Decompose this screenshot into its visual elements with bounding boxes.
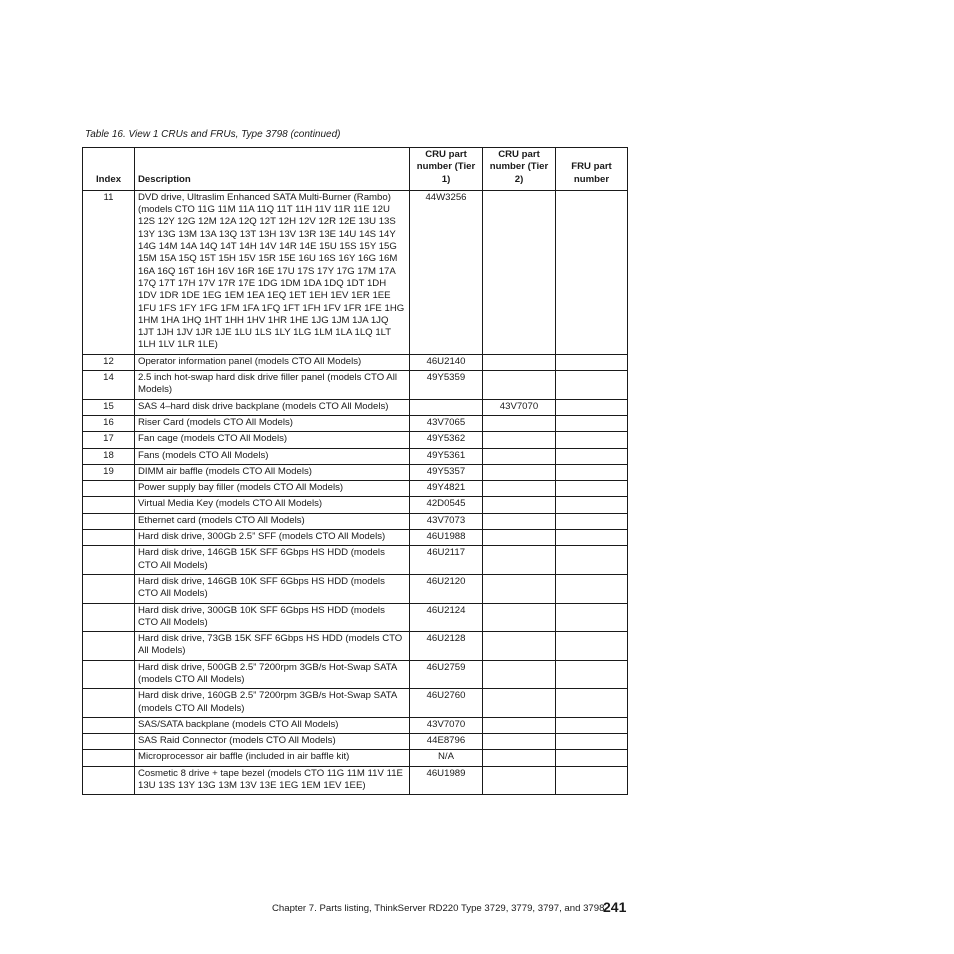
- cell-cru-tier1: 46U2760: [410, 689, 483, 718]
- cell-description: SAS Raid Connector (models CTO All Models): [135, 734, 410, 750]
- cell-cru-tier2: [483, 660, 556, 689]
- cell-cru-tier2: [483, 530, 556, 546]
- cell-fru: [556, 354, 628, 370]
- cell-fru: [556, 734, 628, 750]
- chapter-footer: Chapter 7. Parts listing, ThinkServer RD220 Type 3729, 3779, 3797, and 3798: [272, 903, 605, 914]
- table-row: [83, 530, 628, 546]
- cell-fru: [556, 432, 628, 448]
- cell-description: SAS/SATA backplane (models CTO All Models): [135, 717, 410, 733]
- cell-cru-tier1: 46U2124: [410, 603, 483, 632]
- cell-fru: [556, 632, 628, 661]
- cell-cru-tier1: 49Y5359: [410, 371, 483, 400]
- cell-cru-tier2: [483, 513, 556, 529]
- cell-cru-tier2: [483, 432, 556, 448]
- cell-cru-tier2: [483, 371, 556, 400]
- header-cru-tier1: CRU part number (Tier 1): [410, 148, 483, 191]
- cell-fru: [556, 574, 628, 603]
- cell-description: Fan cage (models CTO All Models): [135, 432, 410, 448]
- cell-cru-tier2: [483, 734, 556, 750]
- cell-index: 15: [83, 399, 135, 415]
- cell-cru-tier1: 49Y5361: [410, 448, 483, 464]
- cell-description: Microprocessor air baffle (included in air baffle kit): [135, 750, 410, 766]
- table-row: [83, 399, 628, 415]
- cell-description: Power supply bay filler (models CTO All Models): [135, 481, 410, 497]
- cell-fru: [556, 660, 628, 689]
- header-index: Index: [83, 148, 135, 191]
- cell-cru-tier2: [483, 603, 556, 632]
- cell-fru: [556, 689, 628, 718]
- cell-description: Hard disk drive, 300GB 10K SFF 6Gbps HS HDD (models CTO All Models): [135, 603, 410, 632]
- cell-fru: [556, 371, 628, 400]
- table-row: [83, 513, 628, 529]
- cell-cru-tier1: 43V7073: [410, 513, 483, 529]
- cell-index: 19: [83, 464, 135, 480]
- cell-cru-tier1: 46U2140: [410, 354, 483, 370]
- cell-cru-tier1: 49Y5357: [410, 464, 483, 480]
- table-row: [83, 734, 628, 750]
- cell-cru-tier1: 43V7070: [410, 717, 483, 733]
- cell-cru-tier1: 46U2117: [410, 546, 483, 575]
- cell-cru-tier1: 49Y5362: [410, 432, 483, 448]
- cell-cru-tier2: [483, 481, 556, 497]
- cell-description: DIMM air baffle (models CTO All Models): [135, 464, 410, 480]
- cell-description: 2.5 inch hot-swap hard disk drive filler panel (models CTO All Models): [135, 371, 410, 400]
- table-row: [83, 574, 628, 603]
- cell-fru: [556, 546, 628, 575]
- cell-fru: [556, 766, 628, 795]
- table-caption: Table 16. View 1 CRUs and FRUs, Type 3798 (continued): [85, 129, 341, 140]
- table-row: [83, 448, 628, 464]
- cell-index: [83, 574, 135, 603]
- cell-cru-tier1: 46U2759: [410, 660, 483, 689]
- cell-cru-tier2: [483, 354, 556, 370]
- table-row: [83, 632, 628, 661]
- cell-description: Virtual Media Key (models CTO All Models): [135, 497, 410, 513]
- page-number: 241: [603, 899, 627, 915]
- cell-cru-tier1: 44E8796: [410, 734, 483, 750]
- cell-description: DVD drive, Ultraslim Enhanced SATA Multi-Burner (Rambo) (models CTO 11G 11M 11A 11Q 11T 11H 11V 11R 11E 12U 12S 12Y 12G 12M 12A 12Q 12T 12H 12V 12R 12E 13U 13S 13Y 13G 13M 13A 13Q 13T 13H 13V 13R 13E 14U 14S 14Y 14G 14M 14A 14Q 14T 14H 14V 14R 14E 15U 15S 15Y 15G 15M 15A 15Q 15T 15H 15V 15R 15E 16U 16S 16Y 16G 16M 16A 16Q 16T 16H 16V 16R 16E 17U 17S 17Y 17G 17M 17A 17Q 17T 17H 17V 17R 17E 1DG 1DM 1DA 1DQ 1DT 1DH 1DV 1DR 1DE 1EG 1EM 1EA 1EQ 1ET 1EH 1EV 1ER 1EE 1FU 1FS 1FY 1FG 1FM 1FA 1FQ 1FT 1FH 1FV 1FR 1FE 1HG 1HM 1HA 1HQ 1HT 1HH 1HV 1HR 1HE 1JG 1JM 1JA 1JQ 1JT 1JH 1JV 1JR 1JE 1LU 1LS 1LY 1LG 1LM 1LA 1LQ 1LT 1LH 1LV 1LR 1LE): [135, 190, 410, 354]
- cell-cru-tier2: 43V7070: [483, 399, 556, 415]
- cell-fru: [556, 448, 628, 464]
- cell-index: [83, 530, 135, 546]
- table-row: [83, 497, 628, 513]
- cell-cru-tier2: [483, 750, 556, 766]
- cell-cru-tier1: 44W3256: [410, 190, 483, 354]
- cell-cru-tier1: 49Y4821: [410, 481, 483, 497]
- cell-description: SAS 4–hard disk drive backplane (models CTO All Models): [135, 399, 410, 415]
- table-row: [83, 750, 628, 766]
- cell-index: 18: [83, 448, 135, 464]
- cell-index: [83, 717, 135, 733]
- table-row: [83, 415, 628, 431]
- cell-description: Cosmetic 8 drive + tape bezel (models CTO 11G 11M 11V 11E 13U 13S 13Y 13G 13M 13V 13E 1EG 1EM 1EV 1EE): [135, 766, 410, 795]
- cell-description: Operator information panel (models CTO All Models): [135, 354, 410, 370]
- table-row: [83, 660, 628, 689]
- cell-cru-tier2: [483, 464, 556, 480]
- cell-index: [83, 750, 135, 766]
- header-fru: FRU part number: [556, 148, 628, 191]
- cell-index: [83, 497, 135, 513]
- table-row: [83, 717, 628, 733]
- cell-description: Hard disk drive, 500GB 2.5” 7200rpm 3GB/s Hot-Swap SATA (models CTO All Models): [135, 660, 410, 689]
- table-row: [83, 481, 628, 497]
- cell-fru: [556, 481, 628, 497]
- cell-cru-tier1: 43V7065: [410, 415, 483, 431]
- cell-index: 16: [83, 415, 135, 431]
- cell-index: 17: [83, 432, 135, 448]
- cell-description: Hard disk drive, 146GB 15K SFF 6Gbps HS HDD (models CTO All Models): [135, 546, 410, 575]
- cell-cru-tier1: 46U1989: [410, 766, 483, 795]
- cell-cru-tier1: N/A: [410, 750, 483, 766]
- cell-cru-tier2: [483, 190, 556, 354]
- cell-cru-tier2: [483, 497, 556, 513]
- cell-fru: [556, 717, 628, 733]
- table-header-row: [83, 148, 628, 191]
- cell-cru-tier2: [483, 546, 556, 575]
- cell-index: [83, 513, 135, 529]
- table-row: [83, 689, 628, 718]
- cell-fru: [556, 603, 628, 632]
- cell-description: Ethernet card (models CTO All Models): [135, 513, 410, 529]
- cell-index: [83, 632, 135, 661]
- header-description: Description: [135, 148, 410, 191]
- cell-index: [83, 734, 135, 750]
- table-row: [83, 464, 628, 480]
- cell-description: Hard disk drive, 300Gb 2.5” SFF (models CTO All Models): [135, 530, 410, 546]
- cell-description: Hard disk drive, 146GB 10K SFF 6Gbps HS HDD (models CTO All Models): [135, 574, 410, 603]
- cell-fru: [556, 464, 628, 480]
- cell-index: 14: [83, 371, 135, 400]
- cell-index: [83, 481, 135, 497]
- cell-cru-tier2: [483, 415, 556, 431]
- cell-fru: [556, 399, 628, 415]
- cell-fru: [556, 497, 628, 513]
- cell-cru-tier2: [483, 574, 556, 603]
- table-row: [83, 432, 628, 448]
- cell-index: [83, 766, 135, 795]
- cell-cru-tier2: [483, 632, 556, 661]
- cell-cru-tier2: [483, 766, 556, 795]
- cell-index: 11: [83, 190, 135, 354]
- table-row: [83, 354, 628, 370]
- table-row: [83, 371, 628, 400]
- cell-description: Hard disk drive, 73GB 15K SFF 6Gbps HS HDD (models CTO All Models): [135, 632, 410, 661]
- cell-index: [83, 546, 135, 575]
- cell-description: Hard disk drive, 160GB 2.5” 7200rpm 3GB/s Hot-Swap SATA (models CTO All Models): [135, 689, 410, 718]
- cell-fru: [556, 530, 628, 546]
- cell-index: [83, 603, 135, 632]
- table-row: [83, 603, 628, 632]
- cell-cru-tier2: [483, 689, 556, 718]
- cell-index: [83, 689, 135, 718]
- cell-fru: [556, 513, 628, 529]
- cell-cru-tier2: [483, 448, 556, 464]
- cell-cru-tier2: [483, 717, 556, 733]
- cell-description: Riser Card (models CTO All Models): [135, 415, 410, 431]
- cell-cru-tier1: 46U1988: [410, 530, 483, 546]
- cell-description: Fans (models CTO All Models): [135, 448, 410, 464]
- header-cru-tier2: CRU part number (Tier 2): [483, 148, 556, 191]
- cell-index: 12: [83, 354, 135, 370]
- parts-table: [82, 147, 628, 795]
- cell-cru-tier1: 42D0545: [410, 497, 483, 513]
- cell-cru-tier1: 46U2128: [410, 632, 483, 661]
- table-row: [83, 190, 628, 354]
- cell-cru-tier1: 46U2120: [410, 574, 483, 603]
- cell-fru: [556, 190, 628, 354]
- cell-cru-tier1: [410, 399, 483, 415]
- table-row: [83, 546, 628, 575]
- cell-index: [83, 660, 135, 689]
- cell-fru: [556, 750, 628, 766]
- table-row: [83, 766, 628, 795]
- cell-fru: [556, 415, 628, 431]
